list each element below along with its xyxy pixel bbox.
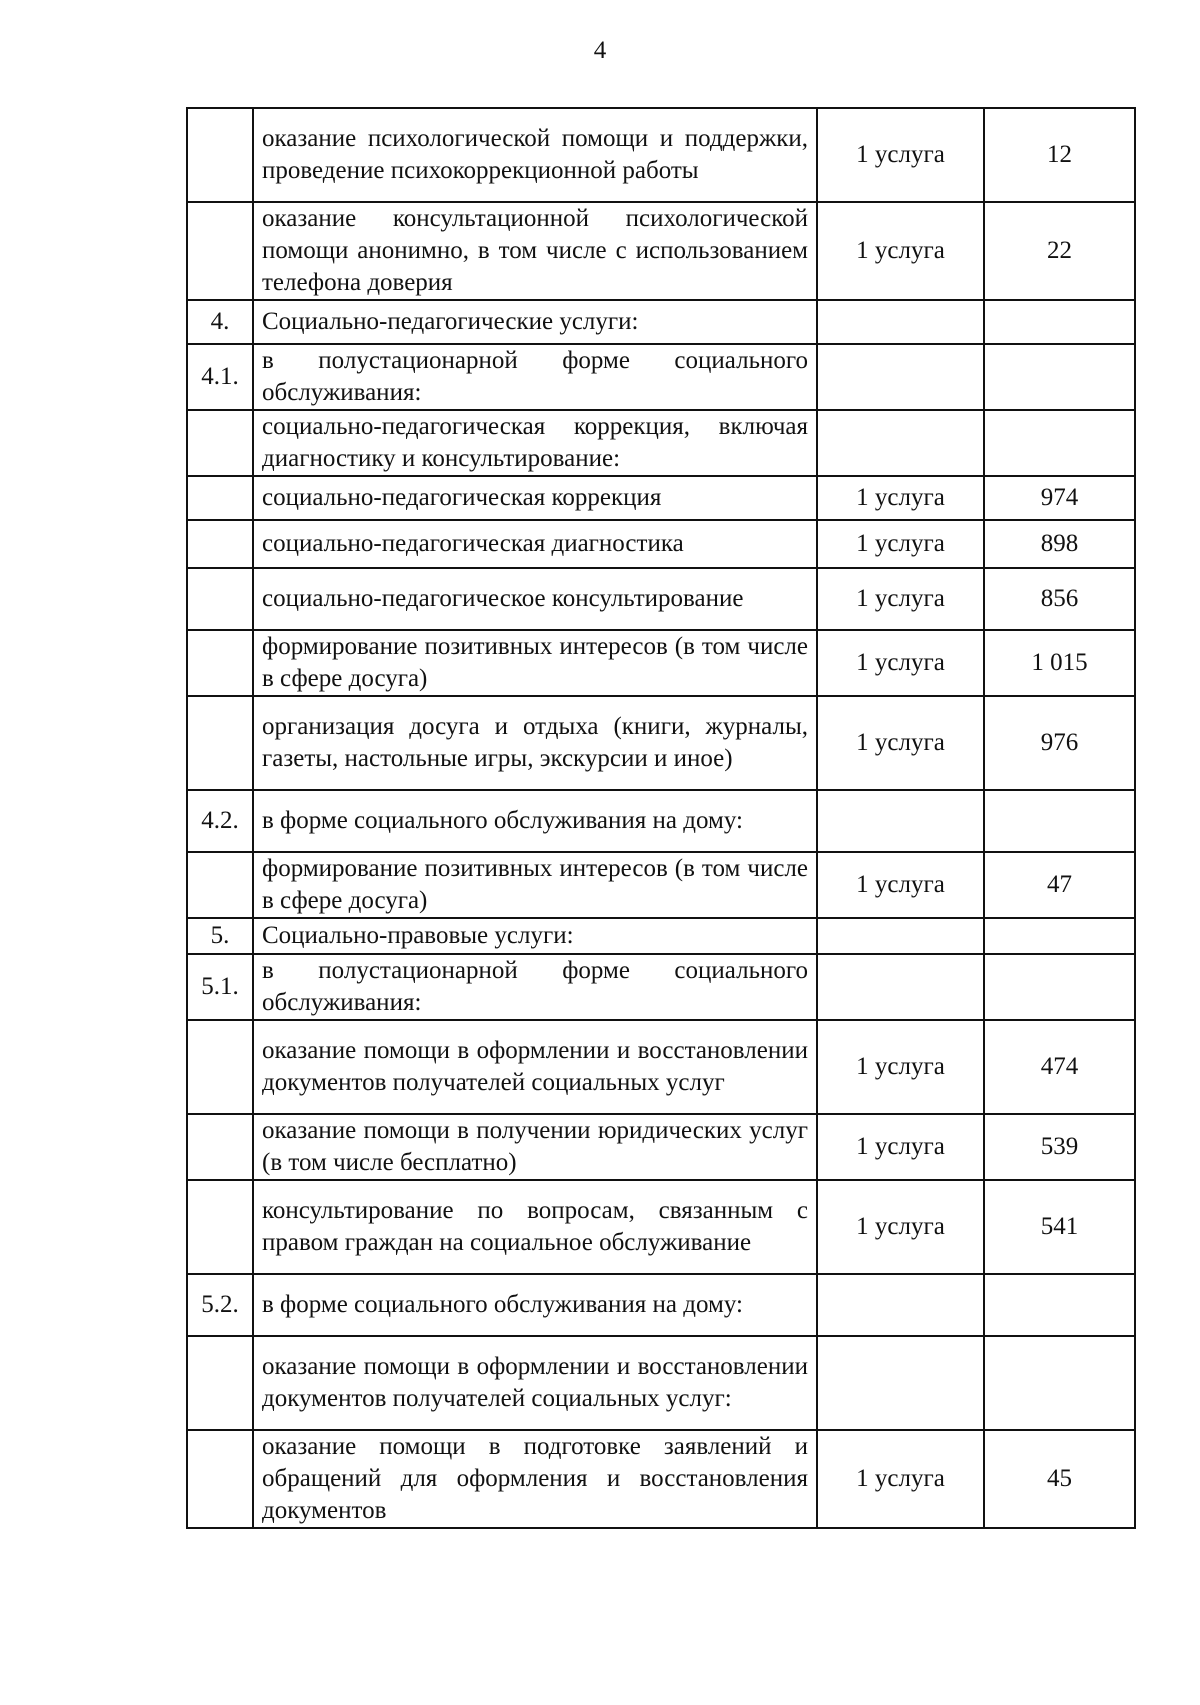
item-number-cell bbox=[187, 696, 253, 790]
table-row bbox=[187, 790, 1135, 852]
services-table-body bbox=[187, 108, 1135, 1528]
value-cell: 976 bbox=[984, 696, 1135, 790]
item-number-cell bbox=[187, 108, 253, 202]
value-cell: 974 bbox=[984, 476, 1135, 520]
table-row bbox=[187, 1180, 1135, 1274]
service-name-cell: оказание консультационной психологической помощи анонимно, в том числе с использованием телефона доверия bbox=[253, 202, 817, 300]
item-number-cell: 4.2. bbox=[187, 790, 253, 852]
service-name-cell: формирование позитивных интересов (в том числе в сфере досуга) bbox=[253, 852, 817, 918]
unit-cell: 1 услуга bbox=[817, 568, 984, 630]
table-row bbox=[187, 918, 1135, 954]
service-name-cell: в форме социального обслуживания на дому: bbox=[253, 1274, 817, 1336]
table-row bbox=[187, 630, 1135, 696]
value-cell: 12 bbox=[984, 108, 1135, 202]
value-cell: 1 015 bbox=[984, 630, 1135, 696]
table-row bbox=[187, 852, 1135, 918]
table-row bbox=[187, 108, 1135, 202]
item-number-cell bbox=[187, 1114, 253, 1180]
unit-cell bbox=[817, 410, 984, 476]
table-row bbox=[187, 1114, 1135, 1180]
service-name-cell: организация досуга и отдыха (книги, журналы, газеты, настольные игры, экскурсии и иное) bbox=[253, 696, 817, 790]
unit-cell: 1 услуга bbox=[817, 630, 984, 696]
value-cell: 22 bbox=[984, 202, 1135, 300]
value-cell: 898 bbox=[984, 520, 1135, 568]
unit-cell bbox=[817, 954, 984, 1020]
item-number-cell bbox=[187, 202, 253, 300]
service-name-cell: консультирование по вопросам, связанным с правом граждан на социальное обслуживание bbox=[253, 1180, 817, 1274]
table-row bbox=[187, 520, 1135, 568]
item-number-cell bbox=[187, 476, 253, 520]
service-name-cell: в полустационарной форме социального обслуживания: bbox=[253, 954, 817, 1020]
table-row bbox=[187, 1430, 1135, 1528]
unit-cell: 1 услуга bbox=[817, 1430, 984, 1528]
value-cell bbox=[984, 344, 1135, 410]
unit-cell: 1 услуга bbox=[817, 520, 984, 568]
item-number-cell: 4.1. bbox=[187, 344, 253, 410]
table-row bbox=[187, 1020, 1135, 1114]
unit-cell: 1 услуга bbox=[817, 1020, 984, 1114]
value-cell bbox=[984, 918, 1135, 954]
item-number-cell bbox=[187, 568, 253, 630]
table-row bbox=[187, 300, 1135, 344]
unit-cell: 1 услуга bbox=[817, 202, 984, 300]
unit-cell: 1 услуга bbox=[817, 852, 984, 918]
item-number-cell: 5. bbox=[187, 918, 253, 954]
unit-cell: 1 услуга bbox=[817, 108, 984, 202]
table-row bbox=[187, 1274, 1135, 1336]
value-cell: 541 bbox=[984, 1180, 1135, 1274]
service-name-cell: оказание помощи в подготовке заявлений и обращений для оформления и восстановления документов bbox=[253, 1430, 817, 1528]
value-cell bbox=[984, 790, 1135, 852]
table-row bbox=[187, 696, 1135, 790]
unit-cell bbox=[817, 1274, 984, 1336]
page-number: 4 bbox=[593, 37, 607, 64]
item-number-cell bbox=[187, 1430, 253, 1528]
unit-cell: 1 услуга bbox=[817, 1114, 984, 1180]
unit-cell bbox=[817, 300, 984, 344]
value-cell: 45 bbox=[984, 1430, 1135, 1528]
item-number-cell bbox=[187, 1020, 253, 1114]
unit-cell: 1 услуга bbox=[817, 476, 984, 520]
value-cell: 856 bbox=[984, 568, 1135, 630]
item-number-cell bbox=[187, 520, 253, 568]
service-name-cell: социально-педагогическая диагностика bbox=[253, 520, 817, 568]
item-number-cell: 5.2. bbox=[187, 1274, 253, 1336]
services-table bbox=[186, 107, 1136, 1529]
value-cell bbox=[984, 410, 1135, 476]
service-name-cell: оказание помощи в оформлении и восстановлении документов получателей социальных услуг: bbox=[253, 1336, 817, 1430]
service-name-cell: оказание помощи в оформлении и восстановлении документов получателей социальных услуг bbox=[253, 1020, 817, 1114]
unit-cell bbox=[817, 790, 984, 852]
service-name-cell: Социально-правовые услуги: bbox=[253, 918, 817, 954]
table-row bbox=[187, 410, 1135, 476]
unit-cell bbox=[817, 344, 984, 410]
value-cell bbox=[984, 1336, 1135, 1430]
value-cell bbox=[984, 954, 1135, 1020]
service-name-cell: формирование позитивных интересов (в том числе в сфере досуга) bbox=[253, 630, 817, 696]
item-number-cell: 4. bbox=[187, 300, 253, 344]
service-name-cell: Социально-педагогические услуги: bbox=[253, 300, 817, 344]
service-name-cell: оказание помощи в получении юридических услуг (в том числе бесплатно) bbox=[253, 1114, 817, 1180]
value-cell: 47 bbox=[984, 852, 1135, 918]
item-number-cell bbox=[187, 630, 253, 696]
table-row bbox=[187, 568, 1135, 630]
item-number-cell bbox=[187, 1180, 253, 1274]
value-cell bbox=[984, 1274, 1135, 1336]
table-row bbox=[187, 344, 1135, 410]
value-cell bbox=[984, 300, 1135, 344]
item-number-cell: 5.1. bbox=[187, 954, 253, 1020]
service-name-cell: в форме социального обслуживания на дому: bbox=[253, 790, 817, 852]
table-row bbox=[187, 202, 1135, 300]
table-row bbox=[187, 1336, 1135, 1430]
item-number-cell bbox=[187, 410, 253, 476]
unit-cell bbox=[817, 918, 984, 954]
unit-cell: 1 услуга bbox=[817, 696, 984, 790]
unit-cell: 1 услуга bbox=[817, 1180, 984, 1274]
table-row bbox=[187, 476, 1135, 520]
service-name-cell: социально-педагогическое консультирование bbox=[253, 568, 817, 630]
service-name-cell: социально-педагогическая коррекция, включая диагностику и консультирование: bbox=[253, 410, 817, 476]
value-cell: 474 bbox=[984, 1020, 1135, 1114]
item-number-cell bbox=[187, 852, 253, 918]
unit-cell bbox=[817, 1336, 984, 1430]
service-name-cell: в полустационарной форме социального обслуживания: bbox=[253, 344, 817, 410]
value-cell: 539 bbox=[984, 1114, 1135, 1180]
service-name-cell: оказание психологической помощи и поддержки, проведение психокоррекционной работы bbox=[253, 108, 817, 202]
service-name-cell: социально-педагогическая коррекция bbox=[253, 476, 817, 520]
table-row bbox=[187, 954, 1135, 1020]
item-number-cell bbox=[187, 1336, 253, 1430]
